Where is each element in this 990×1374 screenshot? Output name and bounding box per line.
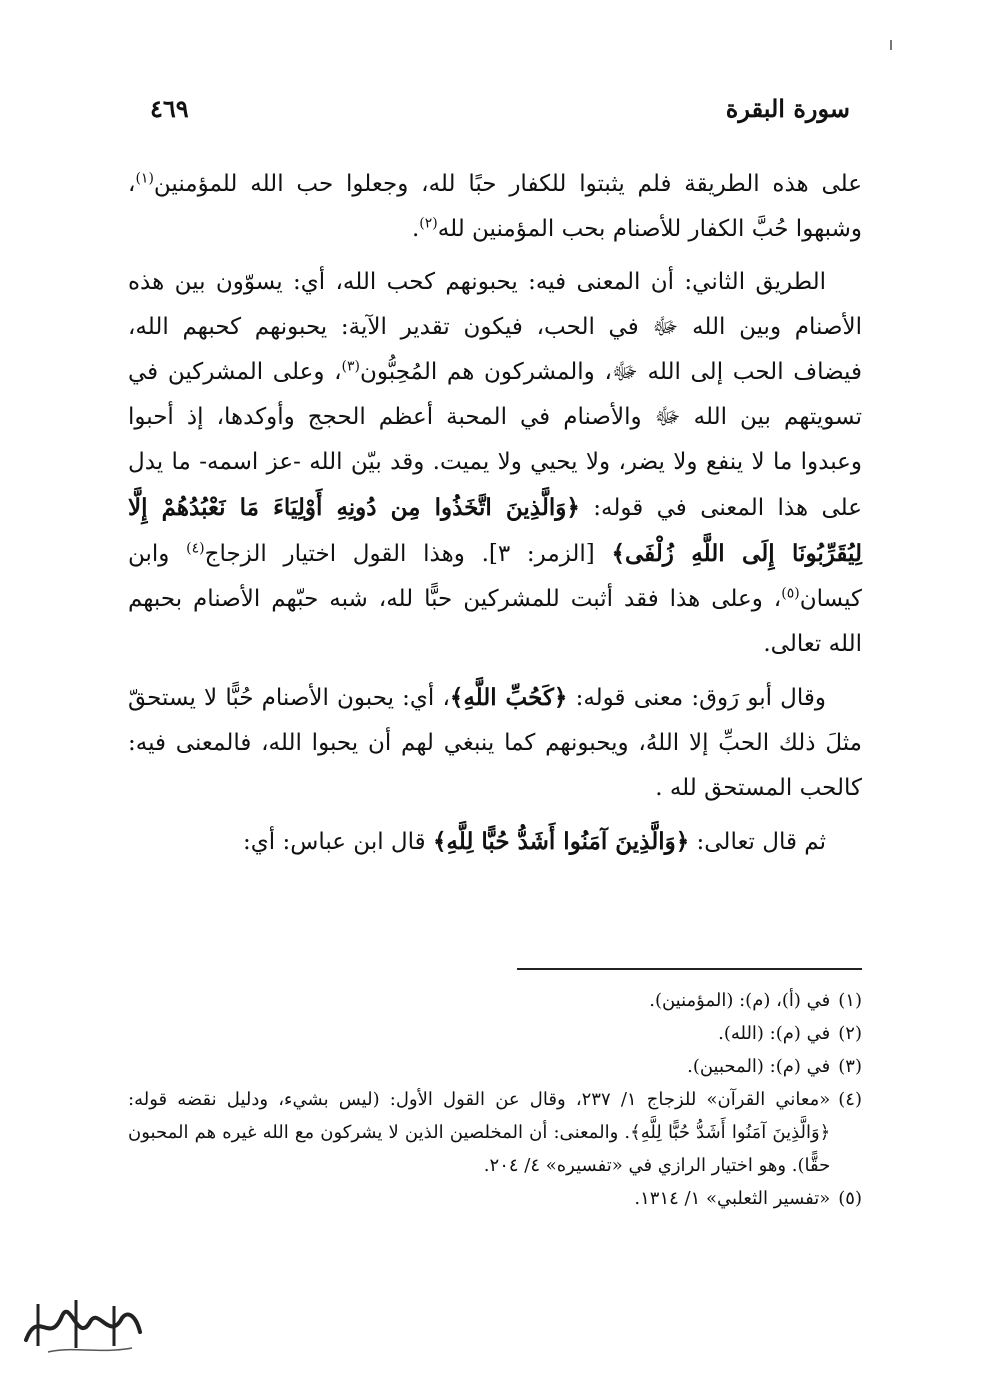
paragraph-1: على هذه الطريقة فلم يثبتوا للكفار حبًا لله، وجعلوا حب الله للمؤمنين$^{(١)}$، وشبهوا حُبَّ الكفار للأصنام بحب المؤمنين لله$^{(٢)}$. bbox=[128, 170, 862, 242]
page-header bbox=[150, 88, 850, 128]
footnote-number: (١) bbox=[838, 990, 862, 1011]
footnote-text: في (م): (المحبين). bbox=[687, 1056, 831, 1077]
footnote-ref-3: (٣) bbox=[341, 358, 360, 375]
footnote-ref-4: (٤) bbox=[186, 540, 205, 557]
page-number: ٤٦٩ bbox=[150, 93, 189, 123]
footnote-number: (٢) bbox=[838, 1023, 862, 1044]
footnote-ref-1: (١) bbox=[135, 170, 154, 187]
paragraph-3: وقال أبو رَوق: معنى قوله: ﴿كَحُبِّ اللَّهِ﴾، أي: يحبون الأصنام حُبًّا لا يستحقّ مثلَ ذلك الحبِّ إلا اللهُ، ويحبونهم كما ينبغي لهم أن يحبوا الله، فالمعنى فيه: كالحب المستحق لله . bbox=[128, 684, 862, 801]
scan-mark bbox=[890, 40, 892, 50]
footnote-item bbox=[128, 1182, 862, 1215]
footnote-divider bbox=[517, 968, 862, 970]
footnote-item bbox=[128, 1083, 862, 1182]
footnote-text: «تفسير الثعلبي» ١/ ١٣١٤. bbox=[634, 1188, 831, 1209]
library-logo-icon bbox=[18, 1288, 148, 1358]
paragraph-4: ثم قال تعالى: ﴿وَالَّذِينَ آمَنُوا أَشَدُّ حُبًّا لِلَّهِ﴾ قال ابن عباس: أي: bbox=[243, 828, 826, 855]
main-text bbox=[128, 162, 862, 873]
paragraph-2: الطريق الثاني: أن المعنى فيه: يحبونهم كحب الله، أي: يسوّون بين هذه الأصنام وبين الله ﷻ في الحب، فيكون تقدير الآية: يحبونهم كحبهم الله، فيضاف الحب إلى الله ﷻ، والمشركون هم المُحِبُّون$^{(٣)}$، وعلى المشركين في تسويتهم بين الله ﷻ والأصنام في المحبة أعظم الحجج وأوكدها، إذ أحبوا وعبدوا ما لا ينفع ولا يضر، ولا يحيي ولا يميت. وقد بيّن الله -عز اسمه- ما يدل على هذا المعنى في قوله: ﴿وَالَّذِينَ اتَّخَذُوا مِن دُونِهِ أَوْلِيَاءَ مَا نَعْبُدُهُمْ إِلَّا لِيُقَرِّبُونَا إِلَى اللَّهِ زُلْفَى﴾ [الزمر: ٣]. وهذا القول اختيار الزجاج$^{(٤)}$ وابن كيسان$^{(٥)}$، وعلى هذا فقد أثبت للمشركين حبًّا لله، شبه حبّهم الأصنام بحبهم الله تعالى. bbox=[128, 269, 862, 657]
footnote-number: (٣) bbox=[838, 1056, 862, 1077]
quran-verse: ﴿كَحُبِّ اللَّهِ﴾ bbox=[449, 684, 568, 711]
footnote-number: (٤) bbox=[838, 1089, 862, 1110]
footnote-number: (٥) bbox=[838, 1188, 862, 1209]
footnote-text: في (م): (الله). bbox=[718, 1023, 831, 1044]
footnote-item bbox=[128, 1050, 862, 1083]
quran-verse: ﴿وَالَّذِينَ اتَّخَذُوا مِن دُونِهِ أَوْلِيَاءَ مَا نَعْبُدُهُمْ إِلَّا لِيُقَرِّبُونَا إِلَى اللَّهِ زُلْفَى﴾ bbox=[128, 494, 862, 567]
footnote-ref-5: (٥) bbox=[781, 585, 800, 602]
footnote-text: «معاني القرآن» للزجاج ١/ ٢٣٧، وقال عن القول الأول: (ليس بشيء، ودليل نقضه قوله: ﴿وَالَّذِينَ آمَنُوا أَشَدُّ حُبًّا لِلَّهِ﴾. والمعنى: أن المخلصين الذين لا يشركون مع الله غيره هم المحبون حقًّا). وهو اختيار الرازي في «تفسيره» ٤/ ٢٠٤. bbox=[128, 1089, 831, 1176]
running-title: سورة البقرة bbox=[725, 93, 850, 123]
footnote-ref-2: (٢) bbox=[419, 215, 438, 232]
quran-verse: ﴿وَالَّذِينَ آمَنُوا أَشَدُّ حُبًّا لِلَّهِ﴾ bbox=[432, 828, 690, 855]
footnote-item bbox=[128, 984, 862, 1017]
footnote-text: في (أ)، (م): (المؤمنين). bbox=[649, 990, 831, 1011]
footnote-item bbox=[128, 1017, 862, 1050]
footnotes bbox=[128, 984, 862, 1215]
